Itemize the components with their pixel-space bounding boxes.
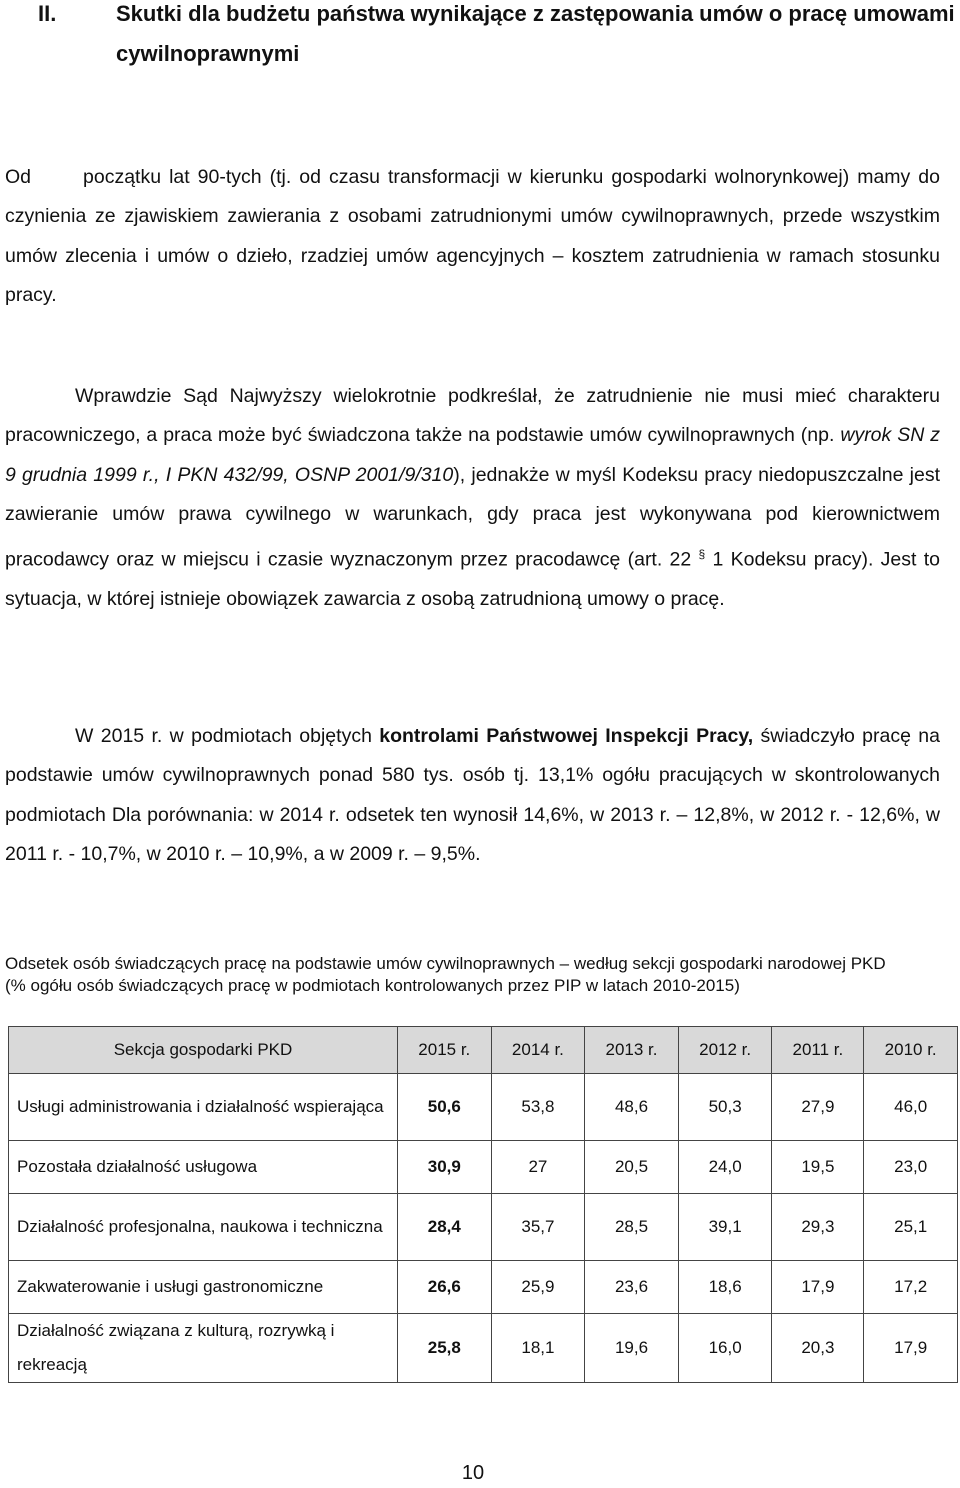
cell-2014: 35,7 (491, 1194, 585, 1261)
header-2011: 2011 r. (772, 1027, 864, 1074)
paragraph-2-part1: Wprawdzie Sąd Najwyższy wielokrotnie podkreślał, że zatrudnienie nie musi mieć charakteru pracowniczego, a praca może być świadczona także na podstawie umów cywilnoprawnych (np. (5, 384, 940, 446)
cell-2013: 48,6 (585, 1074, 679, 1141)
cell-2012: 50,3 (678, 1074, 772, 1141)
cell-2010: 25,1 (864, 1194, 958, 1261)
section-number: II. (38, 1, 57, 26)
table-row (9, 1261, 958, 1314)
header-2014: 2014 r. (491, 1027, 585, 1074)
cell-2010: 46,0 (864, 1074, 958, 1141)
cell-2011: 17,9 (772, 1261, 864, 1314)
cell-2015: 50,6 (398, 1074, 492, 1141)
paragraph-2-part3: ), jednakże w myśl Kodeksu pracy niedopuszczalne jest zawieranie umów prawa cywilnego w warunkach, gdy praca jest wykonywana pod kierownictwem pracodawcy oraz w miejscu i czasie wyznaczonym przez pracodawcę (art. 22 (5, 463, 940, 570)
table-caption-line1: Odsetek osób świadczących pracę na podstawie umów cywilnoprawnych – według sekcji gospodarki narodowej PKD (5, 954, 886, 973)
row-name: Pozostała działalność usługowa (9, 1141, 398, 1194)
page-number: 10 (461, 1462, 485, 1484)
cell-2010: 17,9 (864, 1314, 958, 1383)
cell-2015: 26,6 (398, 1261, 492, 1314)
paragraph-2-part4: 1 Kodeksu pracy). Jest to sytuacja, w której istnieje obowiązek zawarcia z osobą zatrudnioną umowy o pracę. (5, 548, 940, 610)
cell-2013: 23,6 (585, 1261, 679, 1314)
paragraph-2-citation: wyrok SN z 9 grudnia 1999 r. (5, 424, 940, 486)
cell-2010: 23,0 (864, 1141, 958, 1194)
cell-2011: 29,3 (772, 1194, 864, 1261)
cell-2015: 30,9 (398, 1141, 492, 1194)
cell-2014: 25,9 (491, 1261, 585, 1314)
paragraph-3-part1: W 2015 r. w podmiotach objętych (75, 724, 380, 747)
paragraph-1-text: początku lat 90-tych (tj. od czasu transformacji w kierunku gospodarki wolnorynkowej) mamy do czynienia ze zjawiskiem zawierania z osobami zatrudnionymi umów cywilnoprawnych, przede wszystkim umów zlecenia i umów o dzieło, rzadziej umów agencyjnych – kosztem zatrudnienia w ramach stosunku pracy. (5, 165, 940, 306)
table-header-row (9, 1027, 958, 1074)
table-row (9, 1141, 958, 1194)
paragraph-1-first-word: Od (5, 165, 32, 188)
header-2010: 2010 r. (864, 1027, 958, 1074)
pkd-table (8, 1026, 958, 1383)
cell-2010: 17,2 (864, 1261, 958, 1314)
paragraph-3-part2: świadczyło pracę na podstawie umów cywilnoprawnych ponad 580 tys. osób tj. 13,1% ogółu pracujących w skontrolowanych podmiotach Dla porównania: w 2014 r. odsetek ten wynosił 14,6%, w 2013 r. – 12,8%, w 2012 r. - 12,6%, w 2011 r. - 10,7%, w 2010 r. – 10,9%, a w 2009 r. – 9,5%. (5, 724, 940, 865)
cell-2011: 19,5 (772, 1141, 864, 1194)
cell-2014: 18,1 (491, 1314, 585, 1383)
row-name: Zakwaterowanie i usługi gastronomiczne (9, 1261, 398, 1314)
cell-2012: 18,6 (678, 1261, 772, 1314)
header-2012: 2012 r. (678, 1027, 772, 1074)
cell-2015: 25,8 (398, 1314, 492, 1383)
header-section: Sekcja gospodarki PKD (9, 1027, 398, 1074)
paragraph-2-citation-ref: , I PKN 432/99, OSNP 2001/9/310 (154, 463, 454, 486)
header-2013: 2013 r. (585, 1027, 679, 1074)
paragraph-2 (5, 377, 940, 620)
cell-2013: 28,5 (585, 1194, 679, 1261)
cell-2012: 39,1 (678, 1194, 772, 1261)
paragraph-3 (5, 717, 940, 875)
cell-2012: 24,0 (678, 1141, 772, 1194)
cell-2013: 20,5 (585, 1141, 679, 1194)
cell-2015: 28,4 (398, 1194, 492, 1261)
cell-2012: 16,0 (678, 1314, 772, 1383)
header-2015: 2015 r. (398, 1027, 492, 1074)
table-caption (5, 953, 945, 997)
cell-2014: 27 (491, 1141, 585, 1194)
paragraph-3-bold: kontrolami Państwowej Inspekcji Pracy, (379, 724, 754, 747)
row-name: Działalność związana z kulturą, rozrywką i rekreacją (9, 1314, 398, 1383)
paragraph-2-section-mark: § (698, 546, 706, 561)
table-row (9, 1314, 958, 1383)
cell-2011: 20,3 (772, 1314, 864, 1383)
table-caption-line2: (% ogółu osób świadczących pracę w podmiotach kontrolowanych przez PIP w latach 2010-2015) (5, 976, 740, 995)
section-title: Skutki dla budżetu państwa wynikające z zastępowania umów o pracę umowami cywilnoprawnymi (116, 1, 955, 66)
table-row (9, 1074, 958, 1141)
table-row (9, 1194, 958, 1261)
row-name: Działalność profesjonalna, naukowa i techniczna (9, 1194, 398, 1261)
cell-2013: 19,6 (585, 1314, 679, 1383)
cell-2011: 27,9 (772, 1074, 864, 1141)
row-name: Usługi administrowania i działalność wspierająca (9, 1074, 398, 1141)
cell-2014: 53,8 (491, 1074, 585, 1141)
paragraph-1 (5, 158, 940, 316)
